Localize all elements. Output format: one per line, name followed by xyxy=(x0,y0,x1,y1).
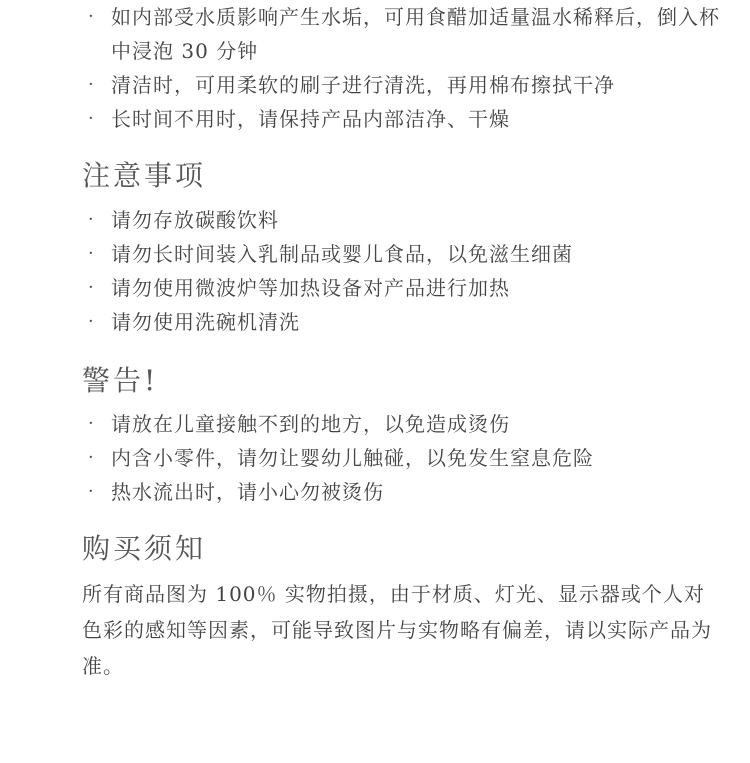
bullet-icon: · xyxy=(88,243,95,264)
care-item xyxy=(82,102,722,136)
warning-list xyxy=(82,407,722,509)
bullet-icon: · xyxy=(88,108,95,129)
care-item-text: 长时间不用时，请保持产品内部洁净、干燥 xyxy=(111,107,510,131)
purchase-heading: 购买须知 xyxy=(82,532,207,565)
notice-item xyxy=(82,203,722,237)
warning-heading: 警告! xyxy=(82,364,159,397)
warning-item-text: 请放在儿童接触不到的地方，以免造成烫伤 xyxy=(111,412,510,436)
notice-item xyxy=(82,271,722,305)
notice-item-text: 请勿存放碳酸饮料 xyxy=(111,208,279,232)
warning-item xyxy=(82,407,722,441)
notice-item xyxy=(82,237,722,271)
notice-list xyxy=(82,203,722,339)
warning-item xyxy=(82,441,722,475)
bullet-icon: · xyxy=(88,6,95,27)
bullet-icon: · xyxy=(88,209,95,230)
care-item-text: 清洁时，可用柔软的刷子进行清洗，再用棉布擦拭干净 xyxy=(111,73,615,97)
bullet-icon: · xyxy=(88,74,95,95)
purchase-notice-text: 所有商品图为 100％ 实物拍摄，由于材质、灯光、显示器或个人对色彩的感知等因素，可能导致图片与实物略有偏差，请以实际产品为准。 xyxy=(82,582,712,678)
bullet-icon: · xyxy=(88,481,95,502)
care-item xyxy=(82,0,722,68)
care-item-text: 如内部受水质影响产生水垢，可用食醋加适量温水稀释后，倒入杯中浸泡 30 分钟 xyxy=(111,5,720,63)
notice-item-text: 请勿使用洗碗机清洗 xyxy=(111,310,300,334)
bullet-icon: · xyxy=(88,413,95,434)
bullet-icon: · xyxy=(88,277,95,298)
notice-item xyxy=(82,305,722,339)
notice-item-text: 请勿使用微波炉等加热设备对产品进行加热 xyxy=(111,276,510,300)
notice-item-text: 请勿长时间装入乳制品或婴儿食品，以免滋生细菌 xyxy=(111,242,573,266)
warning-item-text: 热水流出时，请小心勿被烫伤 xyxy=(111,480,384,504)
warning-item-text: 内含小零件，请勿让婴幼儿触碰，以免发生窒息危险 xyxy=(111,446,594,470)
notice-heading: 注意事项 xyxy=(82,159,207,192)
care-item xyxy=(82,68,722,102)
bullet-icon: · xyxy=(88,311,95,332)
warning-item xyxy=(82,475,722,509)
bullet-icon: · xyxy=(88,447,95,468)
care-list xyxy=(82,0,722,136)
